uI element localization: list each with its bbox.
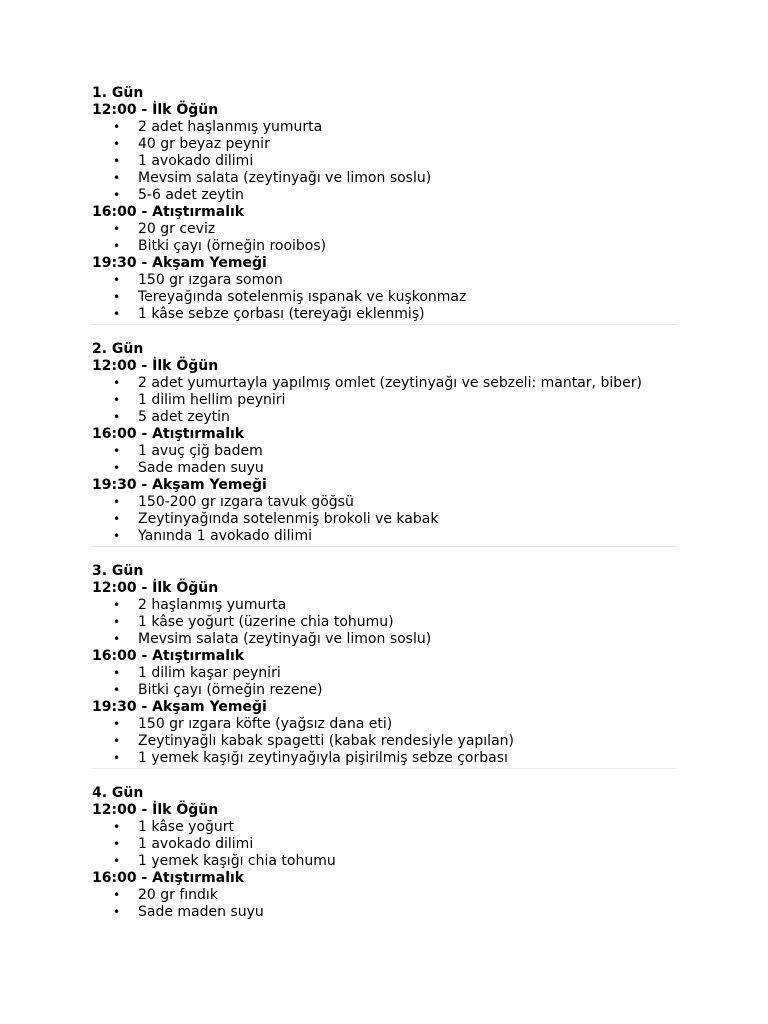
list-item (92, 187, 676, 204)
bullet-icon: • (113, 120, 121, 134)
list-item (92, 289, 676, 306)
bullet-icon: • (113, 837, 121, 851)
bullet-icon: • (113, 666, 121, 680)
list-item-text: Bitki çayı (örneğin rezene) (138, 682, 323, 698)
list-item-text: 150 gr ızgara köfte (yağsız dana eti) (138, 716, 393, 732)
bullet-icon: • (113, 393, 121, 407)
meal-title: 19:30 - Akşam Yemeği (92, 477, 267, 493)
bullet-icon: • (113, 734, 121, 748)
list-item (92, 887, 676, 904)
meal-item-list (92, 887, 676, 921)
meal-item-list (92, 819, 676, 870)
list-item (92, 119, 676, 136)
list-item-text: Sade maden suyu (138, 904, 264, 920)
list-item (92, 614, 676, 631)
bullet-icon: • (113, 290, 121, 304)
meal-item-list (92, 597, 676, 648)
list-item-text: Zeytinyağında sotelenmiş brokoli ve kabak (138, 511, 439, 527)
list-item-text: Mevsim salata (zeytinyağı ve limon soslu) (138, 170, 432, 186)
day-section (92, 785, 676, 922)
meal-item-list (92, 494, 676, 545)
list-item (92, 443, 676, 460)
list-item (92, 836, 676, 853)
bullet-icon: • (113, 461, 121, 475)
list-item (92, 528, 676, 545)
bullet-icon: • (113, 376, 121, 390)
list-item (92, 733, 676, 750)
list-item-text: 1 avokado dilimi (138, 153, 254, 169)
meal-plan-document (92, 85, 676, 938)
bullet-icon: • (113, 512, 121, 526)
list-item-text: 1 yemek kaşığı zeytinyağıyla pişirilmiş sebze çorbası (138, 750, 508, 766)
list-item-text: 1 avokado dilimi (138, 836, 254, 852)
list-item-text: 150-200 gr ızgara tavuk göğsü (138, 494, 354, 510)
day-title: 3. Gün (92, 563, 144, 579)
bullet-icon: • (113, 529, 121, 543)
list-item-text: 40 gr beyaz peynir (138, 136, 270, 152)
meal-title: 16:00 - Atıştırmalık (92, 870, 245, 886)
list-item (92, 460, 676, 477)
meal-title: 12:00 - İlk Öğün (92, 802, 219, 818)
list-item-text: 2 adet haşlanmış yumurta (138, 119, 323, 135)
meal-item-list (92, 221, 676, 255)
bullet-icon: • (113, 154, 121, 168)
list-item-text: 5-6 adet zeytin (138, 187, 244, 203)
bullet-icon: • (113, 222, 121, 236)
list-item (92, 170, 676, 187)
bullet-icon: • (113, 905, 121, 919)
list-item (92, 597, 676, 614)
meal-title: 12:00 - İlk Öğün (92, 358, 219, 374)
day-section (92, 563, 676, 769)
bullet-icon: • (113, 188, 121, 202)
bullet-icon: • (113, 273, 121, 287)
bullet-icon: • (113, 598, 121, 612)
list-item-text: 1 kâse yoğurt (138, 819, 235, 835)
list-item-text: Tereyağında sotelenmiş ıspanak ve kuşkonmaz (138, 289, 467, 305)
bullet-icon: • (113, 615, 121, 629)
list-item-text: 5 adet zeytin (138, 409, 230, 425)
list-item-text: Mevsim salata (zeytinyağı ve limon soslu) (138, 631, 432, 647)
meal-title: 12:00 - İlk Öğün (92, 580, 219, 596)
list-item (92, 750, 676, 767)
list-item-text: Yanında 1 avokado dilimi (138, 528, 312, 544)
list-item (92, 665, 676, 682)
list-item (92, 716, 676, 733)
meal-title: 16:00 - Atıştırmalık (92, 648, 245, 664)
bullet-icon: • (113, 683, 121, 697)
list-item (92, 392, 676, 409)
bullet-icon: • (113, 171, 121, 185)
list-item-text: 1 dilim kaşar peyniri (138, 665, 281, 681)
list-item-text: 1 kâse yoğurt (üzerine chia tohumu) (138, 614, 394, 630)
list-item (92, 221, 676, 238)
meal-title: 16:00 - Atıştırmalık (92, 426, 245, 442)
meal-item-list (92, 443, 676, 477)
bullet-icon: • (113, 820, 121, 834)
meal-title: 19:30 - Akşam Yemeği (92, 699, 267, 715)
bullet-icon: • (113, 307, 121, 321)
meal-item-list (92, 716, 676, 767)
bullet-icon: • (113, 854, 121, 868)
list-item (92, 631, 676, 648)
day-section (92, 85, 676, 325)
meal-title: 19:30 - Akşam Yemeği (92, 255, 267, 271)
meal-item-list (92, 665, 676, 699)
list-item (92, 272, 676, 289)
list-item (92, 238, 676, 255)
day-title: 2. Gün (92, 341, 144, 357)
list-item-text: 2 haşlanmış yumurta (138, 597, 287, 613)
list-item (92, 409, 676, 426)
bullet-icon: • (113, 495, 121, 509)
list-item (92, 136, 676, 153)
bullet-icon: • (113, 751, 121, 765)
list-item (92, 375, 676, 392)
list-item-text: 150 gr ızgara somon (138, 272, 283, 288)
list-item (92, 682, 676, 699)
meal-item-list (92, 119, 676, 204)
day-section (92, 341, 676, 547)
list-item-text: Zeytinyağlı kabak spagetti (kabak rendesiyle yapılan) (138, 733, 514, 749)
list-item-text: 1 dilim hellim peyniri (138, 392, 286, 408)
list-item (92, 494, 676, 511)
bullet-icon: • (113, 410, 121, 424)
meal-item-list (92, 272, 676, 323)
list-item-text: Sade maden suyu (138, 460, 264, 476)
list-item (92, 511, 676, 528)
list-item (92, 904, 676, 921)
bullet-icon: • (113, 888, 121, 902)
list-item-text: 2 adet yumurtayla yapılmış omlet (zeytinyağı ve sebzeli: mantar, biber) (138, 375, 642, 391)
list-item-text: Bitki çayı (örneğin rooibos) (138, 238, 327, 254)
list-item-text: 1 kâse sebze çorbası (tereyağı eklenmiş) (138, 306, 425, 322)
meal-item-list (92, 375, 676, 426)
day-title: 4. Gün (92, 785, 144, 801)
list-item-text: 1 yemek kaşığı chia tohumu (138, 853, 336, 869)
list-item-text: 20 gr ceviz (138, 221, 216, 237)
list-item (92, 153, 676, 170)
list-item-text: 1 avuç çiğ badem (138, 443, 263, 459)
list-item (92, 306, 676, 323)
list-item (92, 853, 676, 870)
list-item (92, 819, 676, 836)
bullet-icon: • (113, 632, 121, 646)
list-item-text: 20 gr fındık (138, 887, 218, 903)
bullet-icon: • (113, 239, 121, 253)
bullet-icon: • (113, 137, 121, 151)
day-title: 1. Gün (92, 85, 144, 101)
meal-title: 12:00 - İlk Öğün (92, 102, 219, 118)
meal-title: 16:00 - Atıştırmalık (92, 204, 245, 220)
bullet-icon: • (113, 717, 121, 731)
bullet-icon: • (113, 444, 121, 458)
